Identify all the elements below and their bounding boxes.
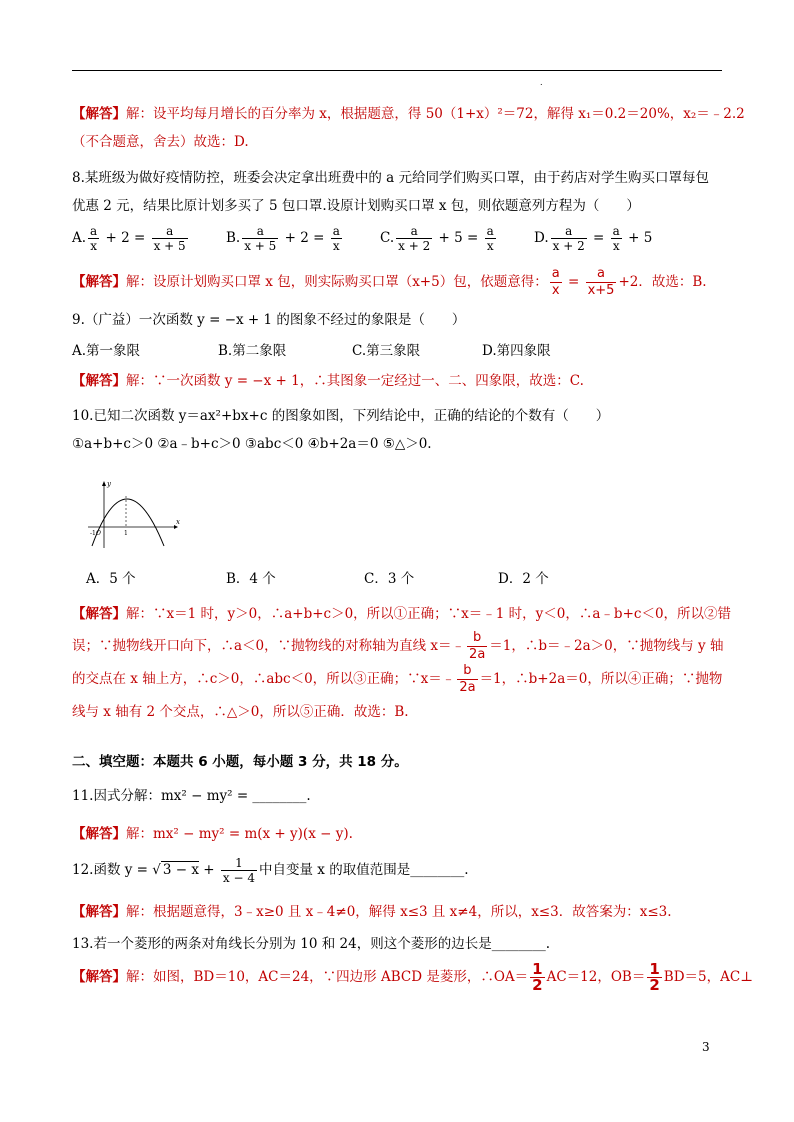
q7-answer-line2: （不合题意，舍去）故选：D. <box>72 134 249 150</box>
header-rule <box>72 70 722 71</box>
one-label: 1 <box>124 530 128 537</box>
q9-options <box>72 337 724 365</box>
q8-option-c[interactable]: C. $\frac{a}{x + 2}$ + 5 = $\frac{a}{x}$ <box>380 224 494 253</box>
q10-option-a[interactable]: A．5 个 <box>86 571 136 587</box>
q12-stem: 12.函数 y = √ 3 − x + $\frac{1}{x - 4}$ 中自变量 x 的取值范围是________. <box>72 856 469 885</box>
section-fill-in-title: 二、填空题：本题共 6 小题，每小题 3 分，共 18 分。 <box>72 754 408 770</box>
q10-stem: 10.已知二次函数 y＝ax²+bx+c 的图象如图，下列结论中，正确的结论的个数有（ ） ①a+b+c＞0 ②a﹣b+c＞0 ③abc＜0 ④b+2a＝0 ⑤△＞0. <box>72 402 724 458</box>
q9-option-c[interactable]: C.第三象限 <box>352 343 421 359</box>
y-axis-arrow <box>102 481 106 486</box>
q8-options <box>72 224 724 258</box>
q12-answer: 【解答】解：根据题意得，3﹣x≥0 且 x﹣4≠0，解得 x≤3 且 x≠4，所以，x≤3．故答案为：x≤3. <box>72 904 672 920</box>
q9-stem: 9.（广益）一次函数 y = −x + 1 的图象不经过的象限是（ ） <box>72 312 466 328</box>
q13-stem: 13.若一个菱形的两条对角线长分别为 10 和 24，则这个菱形的边长是________. <box>72 936 550 952</box>
q11-answer: 【解答】解：mx² − my² = m(x + y)(x − y). <box>72 826 353 842</box>
q8-stem-line1: 8.某班级为做好疫情防控，班委会决定拿出班费中的 a 元给同学们购买口罩，由于药店对学生购买口罩每包 <box>72 170 710 186</box>
origin-label: O <box>96 530 101 537</box>
y-axis-label: y <box>107 480 111 488</box>
q11-stem: 11.因式分解：mx² − my² = ________. <box>72 788 311 804</box>
q10-answer: 【解答】解：∵x＝1 时，y＞0，∴a+b+c＞0，所以①正确；∵x＝﹣1 时，y＜0，∴a﹣b+c＜0，所以②错 误；∵抛物线开口向下，∴a＜0，∵抛物线的对称轴为直线 x＝﹣ $\frac{b}{2a}$ ＝1，∴b＝﹣2a＞0，∵抛物线与 y 轴 的交点在 x 轴上方，∴c＞0，∴abc＜0，所以③正确；∵x＝﹣ $\frac{b}{2a}$ ＝1，∴b+2a＝0，所以④正确；∵抛物 线与 x 轴有 2 个交点，∴△＞0，所以⑤正确．故选：B. <box>72 606 732 720</box>
parabola-curve <box>92 499 164 546</box>
q8-stem <box>72 164 724 220</box>
header-dot: . <box>540 78 543 87</box>
q10-conditions: ①a+b+c＞0 ②a﹣b+c＞0 ③abc＜0 ④b+2a＝0 ⑤△＞0. <box>72 436 432 452</box>
x-axis-label: x <box>176 518 180 526</box>
q8-option-b[interactable]: B. $\frac{a}{x + 5}$ + 2 = $\frac{a}{x}$ <box>226 224 340 253</box>
q8-option-d[interactable]: D. $\frac{a}{x + 2}$ = $\frac{a}{x}$ + 5 <box>534 224 653 253</box>
q7-answer-line1: 解：设平均每月增长的百分率为 x，根据题意，得 50（1+x）²＝72，解得 x₁＝0.2＝20%，x₂＝﹣2.2 <box>126 106 745 122</box>
q10-option-d[interactable]: D．2 个 <box>498 571 549 587</box>
q8-stem-line2: 优惠 2 元，结果比原计划多买了 5 包口罩.设原计划购买口罩 x 包，则依题意列方程为（ ） <box>72 198 640 214</box>
q8-option-a[interactable]: A. $\frac{a}{x}$ + 2 = $\frac{a}{x + 5}$ <box>72 224 186 253</box>
q9-option-b[interactable]: B.第二象限 <box>218 343 287 359</box>
parabola-graph <box>86 480 180 550</box>
q9-answer: 【解答】解：∵一次函数 y = −x + 1，∴其图象一定经过一、二、四象限，故选：C. <box>72 373 584 389</box>
q10-option-b[interactable]: B．4 个 <box>226 571 276 587</box>
q10-options <box>72 565 724 593</box>
q13-answer: 【解答】解：如图，BD＝10，AC＝24，∵四边形 ABCD 是菱形，∴OA＝ $\frac{1}{2}$ AC＝12，OB＝ $\frac{1}{2}$ BD＝5，AC⊥ <box>72 960 753 994</box>
page-number: 3 <box>702 1040 710 1054</box>
neg-one-label: -1 <box>90 530 96 537</box>
q9-option-d[interactable]: D.第四象限 <box>482 343 551 359</box>
q8-answer: 【解答】解：设原计划购买口罩 x 包，则实际购买口罩（x+5）包，依题意得： $\frac{a}{x}$ = $\frac{a}{x+5}$ +2．故选：B. <box>72 266 707 298</box>
q7-answer <box>72 100 745 156</box>
q10-option-c[interactable]: C．3 个 <box>364 571 415 587</box>
q9-option-a[interactable]: A.第一象限 <box>72 343 141 359</box>
answer-tag: 【解答】 <box>72 106 126 122</box>
